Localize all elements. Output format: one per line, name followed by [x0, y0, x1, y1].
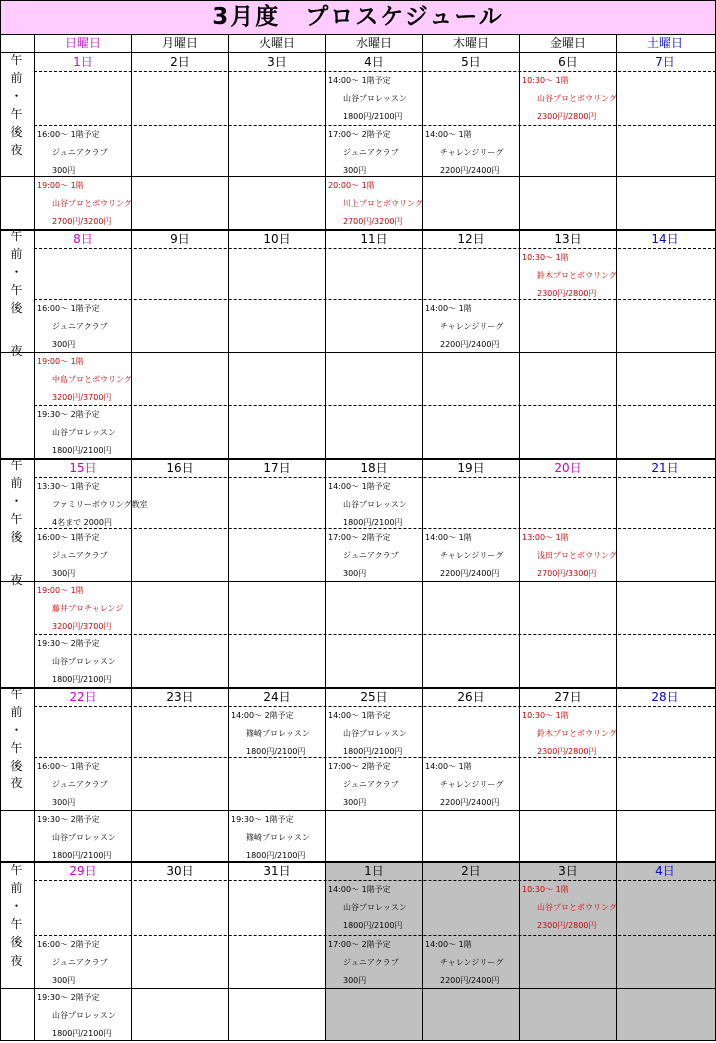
day-number: 20日	[554, 461, 582, 475]
night-label: 夜	[10, 344, 23, 358]
day-number: 5日	[461, 55, 481, 69]
entry-time: 14:00～ 1階	[425, 762, 472, 771]
night-label: 夜	[10, 142, 23, 157]
entry-price: 2300円/2800円	[537, 747, 597, 756]
entry-time: 14:00～ 1階予定	[328, 76, 391, 85]
day-number: 15日	[69, 461, 97, 475]
slot-line	[34, 248, 716, 249]
schedule-entry	[35, 989, 130, 1043]
entry-price: 1800円/2100円	[343, 747, 403, 756]
day-number: 30日	[166, 864, 194, 878]
slot-line	[34, 299, 716, 300]
entry-price: 2200円/2400円	[440, 166, 500, 175]
entry-title: チャレンジリーグ	[440, 958, 504, 967]
entry-time: 10:30～ 1階	[522, 711, 569, 720]
day-number: 2日	[170, 55, 190, 69]
day-number: 31日	[263, 864, 291, 878]
entry-time: 10:30～ 1階	[522, 76, 569, 85]
entry-price: 1800円/2100円	[246, 851, 306, 860]
week-separator	[0, 687, 716, 689]
schedule-entry	[35, 406, 130, 460]
week-separator	[0, 861, 716, 863]
entry-time: 19:30～ 1階予定	[231, 815, 294, 824]
schedule-entry	[520, 72, 615, 126]
entry-time: 14:00～ 1階	[425, 130, 472, 139]
schedule-entry	[35, 811, 130, 865]
entry-title: 山谷プロレッスン	[343, 94, 407, 103]
entry-price: 2700円/3300円	[537, 569, 597, 578]
slot-line	[34, 634, 716, 635]
entry-price: 1800円/2100円	[52, 446, 112, 455]
entry-time: 19:30～ 2階予定	[37, 815, 100, 824]
grid-line	[519, 34, 520, 1040]
day-number: 9日	[170, 232, 190, 246]
entry-price: 1800円/2100円	[52, 675, 112, 684]
entry-title: 山谷プロレッスン	[52, 1011, 116, 1020]
am-pm-label: 午 前 ・ 午 後	[10, 862, 23, 949]
schedule-entry	[35, 478, 148, 532]
entry-time: 17:00～ 2階予定	[328, 130, 391, 139]
weekday-header: 土曜日	[617, 35, 713, 52]
entry-price: 300円	[52, 798, 76, 807]
day-number: 21日	[651, 461, 679, 475]
slot-line	[0, 988, 716, 989]
night-label: 夜	[10, 775, 23, 790]
weekday-header: 火曜日	[229, 35, 325, 52]
slot-line	[34, 706, 716, 707]
day-number: 6日	[558, 55, 578, 69]
entry-title: 鈴木プロとボウリング	[537, 271, 617, 280]
schedule-entry	[326, 707, 421, 761]
day-number: 11日	[360, 232, 388, 246]
schedule-entry	[35, 300, 130, 354]
entry-price: 300円	[343, 569, 367, 578]
week-separator	[0, 229, 716, 231]
day-number: 26日	[457, 690, 485, 704]
entry-title: チャレンジリーグ	[440, 780, 504, 789]
day-number: 28日	[651, 690, 679, 704]
entry-title: チャレンジリーグ	[440, 322, 504, 331]
day-number: 18日	[360, 461, 388, 475]
entry-title: 篠崎プロレッスン	[246, 729, 310, 738]
schedule-entry	[229, 707, 324, 761]
weekday-header: 日曜日	[35, 35, 131, 52]
slot-line	[34, 757, 716, 758]
schedule-entry	[423, 758, 518, 812]
schedule-entry	[520, 881, 615, 935]
entry-time: 16:00～ 2階予定	[37, 940, 100, 949]
day-number: 2日	[461, 864, 481, 878]
entry-price: 1800円/2100円	[52, 1029, 112, 1038]
day-number: 24日	[263, 690, 291, 704]
schedule-entry	[326, 881, 421, 935]
weekday-header: 木曜日	[423, 35, 519, 52]
entry-time: 14:00～ 1階予定	[328, 711, 391, 720]
entry-title: 山谷プロレッスン	[52, 657, 116, 666]
entry-title: 篠崎プロレッスン	[246, 833, 310, 842]
grid-line	[325, 34, 326, 1040]
entry-price: 300円	[52, 569, 76, 578]
entry-title: ジュニアクラブ	[343, 551, 399, 560]
entry-time: 19:00～ 1階	[37, 586, 84, 595]
entry-price: 300円	[343, 166, 367, 175]
entry-time: 13:00～ 1階	[522, 533, 569, 542]
week-separator	[0, 458, 716, 460]
day-number: 4日	[364, 55, 384, 69]
entry-title: 山谷プロレッスン	[343, 729, 407, 738]
weekday-header: 金曜日	[520, 35, 616, 52]
day-number: 27日	[554, 690, 582, 704]
day-number: 1日	[364, 864, 384, 878]
page-title: 3月度 プロスケジュール	[0, 0, 716, 35]
grid-line	[422, 34, 423, 1040]
entry-title: ファミリーボウリング教室	[52, 500, 148, 509]
slot-line	[34, 477, 716, 478]
slot-line	[0, 810, 716, 811]
am-pm-label: 午 前 ・ 午 後	[10, 457, 23, 544]
schedule-entry	[520, 529, 615, 583]
slot-line	[34, 405, 716, 406]
entry-title: 山谷プロとボウリング	[537, 94, 617, 103]
schedule-entry	[35, 529, 130, 583]
entry-time: 14:00～ 1階	[425, 533, 472, 542]
entry-price: 300円	[52, 976, 76, 985]
schedule-entry	[326, 177, 421, 231]
schedule-entry	[326, 72, 421, 126]
day-number: 17日	[263, 461, 291, 475]
grid-line	[34, 34, 35, 1040]
schedule-entry	[423, 936, 518, 990]
entry-price: 2300円/2800円	[537, 112, 597, 121]
entry-title: 川上プロとボウリング	[343, 199, 423, 208]
day-number: 4日	[655, 864, 675, 878]
entry-price: 4名まで 2000円	[52, 518, 112, 527]
entry-price: 2700円/3200円	[52, 217, 112, 226]
entry-price: 2200円/2400円	[440, 569, 500, 578]
entry-price: 2200円/2400円	[440, 340, 500, 349]
day-number: 10日	[263, 232, 291, 246]
entry-title: 山谷プロとボウリング	[537, 903, 617, 912]
entry-price: 3200円/3700円	[52, 393, 112, 402]
day-number: 13日	[554, 232, 582, 246]
grid-line	[131, 34, 132, 1040]
schedule-entry	[423, 126, 518, 180]
entry-price: 300円	[52, 166, 76, 175]
entry-price: 1800円/2100円	[343, 112, 403, 121]
entry-price: 300円	[343, 976, 367, 985]
schedule-entry	[520, 249, 615, 303]
entry-time: 17:00～ 2階予定	[328, 940, 391, 949]
day-number: 25日	[360, 690, 388, 704]
day-number: 3日	[558, 864, 578, 878]
entry-title: 山谷プロレッスン	[52, 428, 116, 437]
slot-line	[0, 352, 716, 353]
day-number: 23日	[166, 690, 194, 704]
slot-line	[34, 125, 716, 126]
grid-line	[0, 52, 716, 53]
entry-time: 14:00～ 1階予定	[328, 482, 391, 491]
entry-price: 2200円/2400円	[440, 798, 500, 807]
grid-line	[616, 34, 617, 1040]
day-number: 8日	[73, 232, 93, 246]
entry-price: 1800円/2100円	[52, 851, 112, 860]
schedule-entry	[35, 635, 130, 689]
slot-line	[34, 71, 716, 72]
entry-time: 19:30～ 2階予定	[37, 993, 100, 1002]
entry-time: 14:00～ 1階	[425, 304, 472, 313]
entry-time: 16:00～ 1階予定	[37, 130, 100, 139]
schedule-entry	[35, 936, 130, 990]
slot-line	[0, 176, 716, 177]
entry-title: チャレンジリーグ	[440, 148, 504, 157]
am-pm-label: 午 前 ・ 午 後	[10, 228, 23, 315]
entry-time: 17:00～ 2階予定	[328, 762, 391, 771]
entry-title: ジュニアクラブ	[52, 958, 108, 967]
entry-title: 山谷プロとボウリング	[52, 199, 132, 208]
entry-time: 16:00～ 1階予定	[37, 304, 100, 313]
grid-line	[0, 34, 1, 1040]
entry-price: 2300円/2800円	[537, 921, 597, 930]
entry-title: 藤井プロチャレンジ	[52, 604, 124, 613]
entry-time: 20:00～ 1階	[328, 181, 375, 190]
schedule-entry	[423, 529, 518, 583]
day-number: 19日	[457, 461, 485, 475]
entry-title: 山谷プロレッスン	[343, 500, 407, 509]
slot-line	[34, 880, 716, 881]
schedule-entry	[35, 177, 130, 231]
entry-title: ジュニアクラブ	[52, 322, 108, 331]
entry-price: 2200円/2400円	[440, 976, 500, 985]
day-number: 29日	[69, 864, 97, 878]
slot-line	[34, 528, 716, 529]
schedule-entry	[35, 353, 130, 407]
night-label: 夜	[10, 573, 23, 587]
entry-title: 山谷プロレッスン	[343, 903, 407, 912]
entry-time: 10:30～ 1階	[522, 885, 569, 894]
entry-price: 300円	[52, 340, 76, 349]
entry-price: 2700円/3200円	[343, 217, 403, 226]
entry-title: 山谷プロレッスン	[52, 833, 116, 842]
weekday-header: 水曜日	[326, 35, 422, 52]
entry-title: 中島プロとボウリング	[52, 375, 132, 384]
entry-title: 浅田プロとボウリング	[537, 551, 617, 560]
night-label: 夜	[10, 953, 23, 968]
day-number: 12日	[457, 232, 485, 246]
entry-time: 16:00～ 1階予定	[37, 533, 100, 542]
entry-title: チャレンジリーグ	[440, 551, 504, 560]
entry-price: 1800円/2100円	[343, 921, 403, 930]
day-number: 7日	[655, 55, 675, 69]
grid-line	[0, 34, 716, 35]
entry-time: 14:00～ 1階予定	[328, 885, 391, 894]
schedule-entry	[326, 758, 421, 812]
entry-price: 300円	[343, 798, 367, 807]
entry-time: 14:00～ 1階	[425, 940, 472, 949]
schedule-entry	[326, 126, 421, 180]
day-number: 1日	[73, 55, 93, 69]
schedule-entry	[520, 707, 615, 761]
grid-line	[228, 34, 229, 1040]
schedule-entry	[35, 758, 130, 812]
entry-title: ジュニアクラブ	[343, 780, 399, 789]
schedule-entry	[423, 300, 518, 354]
day-number: 16日	[166, 461, 194, 475]
day-number: 22日	[69, 690, 97, 704]
slot-line	[0, 581, 716, 582]
day-number: 3日	[267, 55, 287, 69]
slot-line	[34, 935, 716, 936]
entry-title: 鈴木プロとボウリング	[537, 729, 617, 738]
entry-price: 3200円/3700円	[52, 622, 112, 631]
schedule-entry	[229, 811, 324, 865]
entry-title: ジュニアクラブ	[52, 148, 108, 157]
entry-price: 1800円/2100円	[343, 518, 403, 527]
day-number: 14日	[651, 232, 679, 246]
schedule-entry	[326, 936, 421, 990]
entry-time: 10:30～ 1階	[522, 253, 569, 262]
am-pm-label: 午 前 ・ 午 後	[10, 53, 23, 139]
entry-time: 17:00～ 2階予定	[328, 533, 391, 542]
schedule-entry	[326, 529, 421, 583]
entry-time: 19:30～ 2階予定	[37, 410, 100, 419]
schedule-entry	[35, 582, 130, 636]
schedule-entry	[35, 126, 130, 180]
entry-time: 14:00～ 2階予定	[231, 711, 294, 720]
entry-title: ジュニアクラブ	[343, 148, 399, 157]
grid-line	[0, 1040, 716, 1041]
entry-title: ジュニアクラブ	[52, 551, 108, 560]
am-pm-label: 午 前 ・ 午 後	[10, 686, 23, 773]
schedule-entry	[326, 478, 421, 532]
entry-time: 13:30～ 1階予定	[37, 482, 100, 491]
entry-time: 19:00～ 1階	[37, 357, 84, 366]
entry-title: ジュニアクラブ	[343, 958, 399, 967]
weekday-header: 月曜日	[132, 35, 228, 52]
entry-time: 19:00～ 1階	[37, 181, 84, 190]
entry-time: 16:00～ 1階予定	[37, 762, 100, 771]
entry-time: 19:30～ 2階予定	[37, 639, 100, 648]
entry-price: 2300円/2800円	[537, 289, 597, 298]
entry-title: ジュニアクラブ	[52, 780, 108, 789]
entry-price: 1800円/2100円	[246, 747, 306, 756]
